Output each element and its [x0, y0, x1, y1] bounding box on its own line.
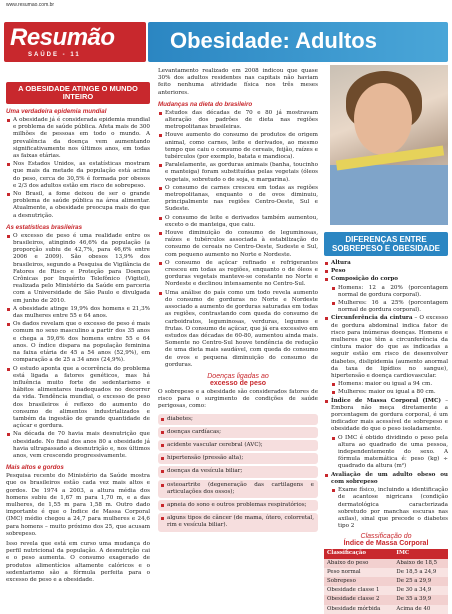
criteria-imc: Índice de Massa Corporal (IMC): [331, 397, 442, 404]
imc-sublist: [331, 435, 448, 471]
list-item: Os dados revelam que o excesso de peso é mais comum no sexo masculino a partir dos 35 anos e chega a 59,6% dos homens entre 55 e 64 anos. O índice dispara na população feminina na faixa etária de 45 a 54 anos (52,9%), em comparação a de 25 a 34 anos (24,9%).: [6, 321, 150, 364]
disease-item: osteoartrite (degeneração das cartilagens e articulações dos ossos);: [158, 480, 318, 498]
disease-box-title-line2: excesso de peso: [209, 379, 267, 387]
criteria-waist-text: – O excesso de gordura abdominal indica fator de risco para inúmeras doenças. Homens e mulheres que têm a circunferência da cintura maior do que as indicadas a seguir estão em risco de desenvolver diabetes, dislipidemia (aumento anormal da taxa de lipídios no sangue), hipertensão e doença cardiovascular.: [331, 315, 448, 380]
list-item: Na década de 70 havia mais desnutrição que obesidade. No final dos anos 80 a obesidade já havia ultrapassado a desnutrição e, nos últimos anos, vem crescendo progressivamente.: [6, 431, 150, 460]
criteria-item: [324, 268, 448, 275]
table-header: IMC: [393, 549, 448, 558]
site-url[interactable]: www.resumao.com.br: [6, 2, 55, 8]
left-banner: A OBESIDADE ATINGE O MUNDO INTEIRO: [6, 82, 150, 104]
table-cell: Acima de 40: [393, 605, 448, 614]
table-row: [324, 605, 448, 614]
table-row: [324, 586, 448, 595]
disease-box-title-line1: Doenças ligadas ao: [207, 372, 269, 380]
table-cell: Obesidade mórbida: [324, 605, 393, 614]
column-1: [6, 82, 150, 587]
list-item: Nos Estados Unidos, as estatísticas mostram que mais da metade da população está acima do peso, cerca de 30,5% é formada por obesos e 2/3 dos adultos estão em risco de sobrepeso.: [6, 161, 150, 190]
table-row: [324, 559, 448, 568]
table-header: Classificação: [324, 549, 393, 558]
page-title: Obesidade: Adultos: [170, 28, 377, 53]
list-item: O estudo aponta que a ocorrência do problema está ligada a fatores genéticos, mas há influência muito forte de sedentarismo e hábitos alimentares inadequados no decorrer da vida. Tendência mundial, o excesso de peso dos brasileiros é reflexo do aumento do consumo de alimentos industrializados e também da ingestão de grande quantidade de açúcar e gordura.: [6, 366, 150, 431]
imc-table-title-line1: Classificação do: [360, 533, 412, 541]
disease-list: [158, 414, 318, 532]
table-cell: De 35 a 39,9: [393, 595, 448, 604]
woman-measuring-waist-photo: [330, 65, 448, 225]
criteria-weight: Peso: [331, 268, 346, 275]
column-3: [324, 232, 448, 614]
criteria-item: [324, 398, 448, 471]
list-item: Uma análise do país como um todo revela aumento do consumo de gorduras no Norte e Nordeste associado a aumento de gorduras saturadas em todas as regiões, contrastando com queda do consumo de carboidratos, leguminosas, verduras, legumes e frutas. O consumo de açúcar, que já era excessivo em estudos das décadas de 60-80, aumentou ainda mais. Somente no Centro-Sul houve tendência de redução de uma dieta mais saudável, com queda do consumo de ovos e pequena diminuição do consumo de gorduras.: [158, 290, 318, 369]
list-item: O consumo de açúcar refinado e refrigerantes cresceu em todas as regiões, enquanto o de óleos e gorduras vegetais manteve-se constante no Norte e Nordeste e declinou intensamente no Centro-Sul.: [158, 260, 318, 289]
composition-sublist: [331, 285, 448, 315]
list-item: No Brasil, a fome deixou de ser o grande problema de saúde pública na área alimentar. Atualmente, a obesidade preocupa mais do que a desnutrição.: [6, 191, 150, 220]
waist-sublist: [331, 381, 448, 396]
table-row: [324, 577, 448, 586]
section-title: As estatísticas brasileiras: [6, 223, 83, 231]
table-cell: Obesidade classe 1: [324, 586, 393, 595]
disease-item: acidente vascular cerebral (AVC);: [158, 440, 318, 451]
table-cell: De 18,5 a 24,9: [393, 568, 448, 577]
imc-formula: O IMC é obtido dividindo o peso pela altura ao quadrado de uma pessoa, independentemente do sexo. A fórmula matemática é: peso (kg) ÷ quadrado da altura (m²): [331, 435, 448, 471]
list-item: Houve diminuição do consumo de leguminosas, raízes e tubérculos associada à estabilização do consumo de cereais no Centro-Oeste, Sudeste e Sul, com pequeno aumento no Norte e Nordeste.: [158, 230, 318, 259]
table-cell: Abaixo do peso: [324, 559, 393, 568]
paragraph: Pesquisa recente do Ministério da Saúde mostra que os brasileiros estão cada vez mais altos e gordos. De 1974 a 2003, a altura média dos homens subiu de 1,67 m para 1,70 m, e a das mulheres, de 1,55 m para 1,58 m. Outro dado importante é que o Índice de Massa Corporal (IMC) médio chegou a 24,7 para mulheres e 24,6 para homens – muito próximo dos 25, que acusam sobrepeso.: [6, 473, 150, 537]
table-cell: Peso normal: [324, 568, 393, 577]
evaluation-item: Exame físico, incluindo a identificação de acantose nigricans (condição dermatológica caracterizada sobretudo por manchas escuras nas axilas), sinal que precede o diabetes tipo 2: [331, 487, 448, 530]
criteria-item: [324, 260, 448, 267]
section-list: [158, 110, 318, 369]
intro-paragraph: Levantamento realizado em 2008 indicou que quase 30% dos adultos residentes nas capitais não haviam feito nenhuma atividade física nos três meses anteriores.: [158, 68, 318, 96]
criteria-item: [324, 315, 448, 396]
disease-item: apneia do sono e outros problemas respiratórios;: [158, 500, 318, 511]
section-title: Uma verdadeira epidemia mundial: [6, 108, 107, 115]
page-title-bar: [148, 22, 448, 62]
table-cell: Abaixo de 18,5: [393, 559, 448, 568]
list-item: Paralelamente, as gorduras animais (banha, toucinho e manteiga) foram substituídas pelas vegetais (óleos vegetais, sobretudo o de soja, e margarina).: [158, 162, 318, 184]
list-item: Estudos das décadas de 70 e 80 já mostravam alteração dos padrões de dieta nas regiões metropolitanas brasileiras.: [158, 110, 318, 132]
criteria-item: [324, 276, 448, 314]
list-item: Houve aumento do consumo de produtos de origem animal, como carnes, leite e derivados, ao mesmo tempo que caiu o consumo de cereais, feijão, raízes e tubérculos (por exemplo, batata e mandioca).: [158, 132, 318, 161]
section-title: Mudanças na dieta do brasileiro: [158, 100, 253, 108]
list-item: A obesidade já é considerada epidemia mundial e problema de saúde pública. Afeta mais de 300 milhões de pessoas em todo o mundo. A prevalência da doença vem aumentando significativamente nos últimos anos, em todas as faixas etárias.: [6, 117, 150, 160]
table-row: [324, 568, 448, 577]
waist-item: Mulheres: maior ou igual a 80 cm.: [331, 389, 448, 396]
disease-item: doenças cardíacas;: [158, 427, 318, 438]
evaluation-sublist: [331, 487, 448, 530]
table-header-row: [324, 549, 448, 558]
disease-item: diabetes;: [158, 414, 318, 425]
disease-item: doenças da vesícula biliar;: [158, 466, 318, 477]
column-2: [158, 68, 318, 535]
table-cell: De 30 a 34,9: [393, 586, 448, 595]
section-title: Mais altos e gordos: [6, 464, 64, 472]
criteria-evaluation: Avaliação de um adulto obeso ou com sobrepeso: [331, 471, 448, 485]
table-cell: Obesidade classe 2: [324, 595, 393, 604]
disease-box-intro: O sobrepeso e a obesidade são considerados fatores de risco para o surgimento de condições de saúde perigosas, como:: [158, 388, 318, 410]
photo-face: [354, 83, 412, 155]
disease-item: alguns tipos de câncer (de mama, útero, colorretal, rim e vesícula biliar).: [158, 513, 318, 531]
list-item: O excesso de peso é uma realidade entre os brasileiros, atingindo 46,6% da população (a proporção subiu de 42,7%, para 46,6% entre 2006 e 2009). São obesos 13,9% dos brasileiros, segundo a Pesquisa de Vigilância de Fatores de Risco e Proteção para Doenças Crônicas por Inquérito Telefônico (Vigitel), realizada pelo Ministério da Saúde em parceria com a Universidade de São Paulo e divulgada em junho de 2010.: [6, 233, 150, 305]
table-cell: De 25 a 29,9: [393, 577, 448, 586]
section-list: [6, 117, 150, 220]
list-item: A obesidade atinge 19,9% dos homens e 21,3% das mulheres entre 55 e 64 anos.: [6, 306, 150, 320]
criteria-waist: Circunferência da cintura: [331, 315, 413, 322]
criteria-composition: Composição do corpo: [331, 276, 399, 283]
imc-table-title-line2: Índice de Massa Corporal: [343, 540, 429, 548]
section-list: [6, 233, 150, 460]
photo-shirt: [330, 165, 448, 225]
imc-table-title: [324, 533, 448, 547]
criteria-height: Altura: [331, 260, 351, 266]
composition-item: Mulheres: 16 a 25% (porcentagem normal de gordura corporal).: [331, 300, 448, 314]
waist-item: Homens: maior ou igual a 94 cm.: [331, 381, 448, 388]
paragraph: Isso revela que está em curso uma mudança do perfil nutricional da população. A desnutrição cai e o peso aumenta. O consumo exagerado de produtos alimentícios altamente calóricos e o sedentarismo são a fórmula perfeita para o excesso de peso e a obesidade.: [6, 540, 150, 583]
criteria-list: [324, 260, 448, 530]
logo-title: Resumão: [10, 24, 115, 51]
resumao-logo: [4, 22, 146, 62]
logo-subtitle: SAÚDE - 11: [28, 52, 81, 58]
imc-table: [324, 549, 448, 613]
table-cell: Sobrepeso: [324, 577, 393, 586]
criteria-imc-text: – Embora não meça diretamente a porcentagem de gordura corporal, é um indicador mais acessível de sobrepeso e obesidade do que o peso isoladamente.: [331, 397, 448, 433]
disease-item: hipertensão (pressão alta);: [158, 453, 318, 464]
criteria-item: [324, 472, 448, 531]
composition-item: Homens: 12 a 20% (porcentagem normal de gordura corporal).: [331, 285, 448, 299]
list-item: O consumo de carnes cresceu em todas as regiões metropolitanas, enquanto o de ovos diminuiu, principalmente nas regiões Centro-Oeste, Sul e Sudeste.: [158, 185, 318, 214]
list-item: O consumo de leite e derivados também aumentou, exceto o de manteiga, que caiu.: [158, 215, 318, 229]
right-banner: DIFERENÇAS ENTRE SOBREPESO E OBESIDADE: [324, 232, 448, 256]
disease-box-title: [158, 373, 318, 387]
